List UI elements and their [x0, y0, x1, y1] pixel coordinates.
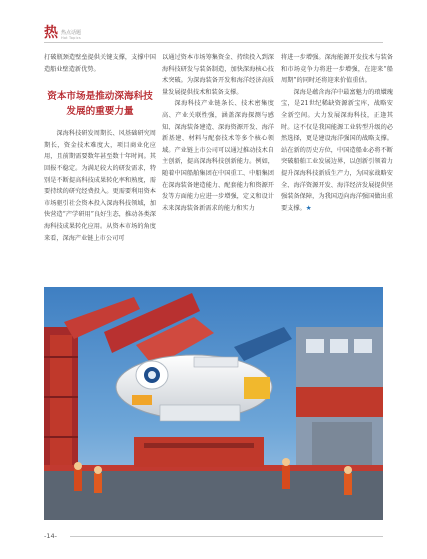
final-paragraph-text: 深海是蕴含海洋中最富魅力的琅嬛瑰宝，是21世纪稀缺资源新宝库，战略安全新空间。大力发展深海科技，正逢其时。这不仅是我国能源工业转型升级的必然选择，更是建设海洋强国的战略支撑。站在新的历史方位，中国造船业必将不断突破船舶工业发展边界，以创新引领着力提升深海科技新质生产力，为国家战略安全、海洋资源开发、海洋经济发展提供坚强装备保障，为我国迈向海洋强国做出重要支撑。	[281, 88, 393, 212]
header-divider	[44, 42, 383, 43]
page-number: -14-	[44, 532, 57, 540]
end-of-article-star-icon: ★	[305, 203, 312, 212]
body-paragraph: 将进一步增强。深海能源开发技术与装备和市场竞争力将进一步增强，在迎来“船周期”的同时还将迎来价值重估。	[281, 54, 393, 85]
text-column-2	[162, 52, 274, 214]
ship-superstructure	[296, 327, 383, 472]
body-paragraph: 深海科技研发周期长、风基础研究周期长，资金技术难度大，项目商业化应用，且前期需要数年甚至数十年时间。其回报不稳定。为满足较大的研发需求，特别是不断提高科技成果转化率和熟度，需要持续的研究经费投入。更需要利用资本市场驱引社会资本投入深海科技领域，加快营造“产学研用”良好生态，推动各类深海科技成果转化应用。从资本市场的角度来看，深海产业链上市公司可	[44, 130, 156, 242]
section-subtitle: Hot Topics	[61, 36, 81, 40]
body-paragraph: 以通过资本市场筹集资金、持续投入到深海科技研发与装备制造，加快深海核心技术突破。为深海装备开发和海洋经济高质量发展提供技术和装备支撑。	[162, 54, 274, 96]
body-paragraph: 深海科技产业链条长、技术密集度高、产业关联性强，涵盖深海探测与感知、深海装备建造、深海资源开发、海洋新基建、材料与配套技术等多个核心领域。产业链上市公司可以通过推动技术自主创新，提高深海科技创新能力。例如，随着中国船舶集团在中国重工、中船集团在深海装备建造能力、配套能力和资源开发等方面能力应进一步增强，定义和设计未来深海装备新需求的能力和实力	[162, 100, 274, 212]
text-column-3	[281, 52, 393, 214]
support-cradle	[134, 437, 264, 467]
section-header	[44, 24, 81, 40]
body-paragraph-final	[281, 87, 393, 215]
deep-sea-submersible-illustration	[44, 287, 383, 520]
footer-divider	[70, 536, 383, 537]
section-subheading	[44, 89, 156, 119]
subheading-line-1: 资本市场是推动深海科技	[47, 91, 153, 103]
section-mark: 热	[44, 25, 58, 41]
text-column-1	[44, 52, 156, 244]
intro-paragraph: 打破瓶颈造壁垒提供关键支撑，支撑中国造船业壁造新优势。	[44, 54, 156, 73]
subheading-line-2: 发展的重要力量	[66, 106, 134, 118]
submersible-photo	[44, 287, 383, 520]
section-label: 热点话题	[61, 30, 82, 36]
section-title-box	[61, 30, 81, 40]
